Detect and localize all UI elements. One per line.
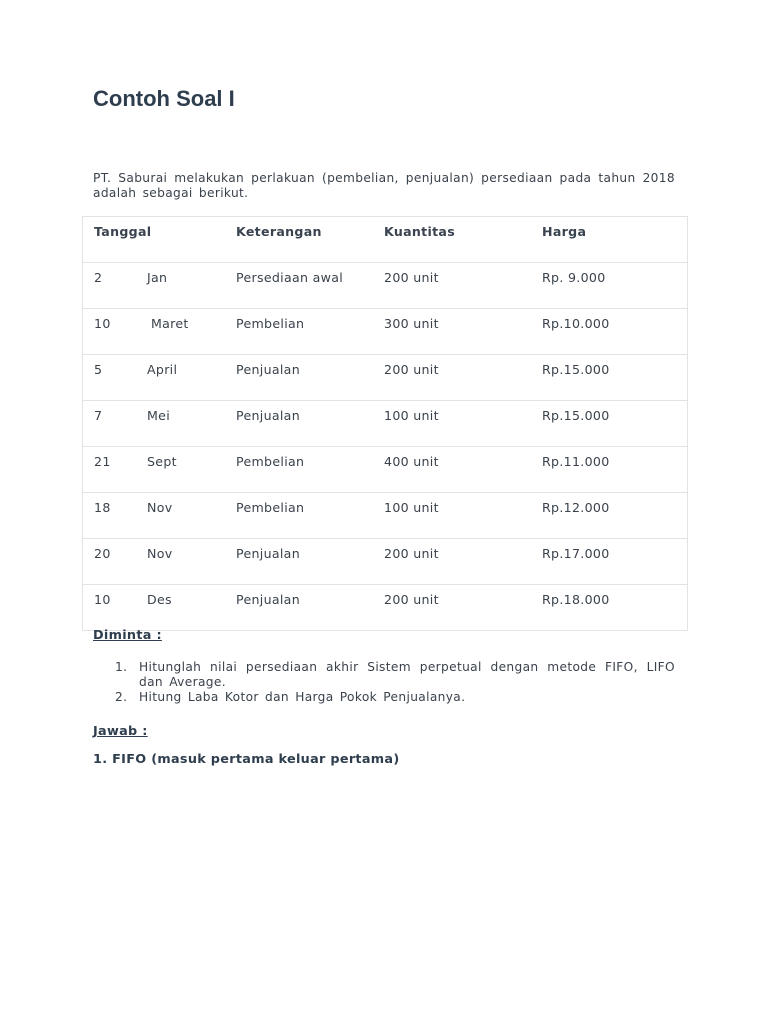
table-row [83,355,688,401]
row-month: Maret [151,316,189,331]
row-day: 7 [94,408,103,423]
row-quantity: 300 unit [384,316,439,331]
row-price: Rp.18.000 [542,592,610,607]
row-day: 21 [94,454,111,469]
row-day: 18 [94,500,111,515]
diminta-label: Diminta : [93,628,162,643]
row-quantity: 200 unit [384,362,439,377]
row-price: Rp.12.000 [542,500,610,515]
row-quantity: 400 unit [384,454,439,469]
row-keterangan: Pembelian [236,316,305,331]
row-month: Nov [147,546,173,561]
row-day: 5 [94,362,103,377]
row-price: Rp. 9.000 [542,270,606,285]
row-keterangan: Penjualan [236,592,300,607]
row-month: Mei [147,408,171,423]
table-row [83,447,688,493]
row-month: Sept [147,454,177,469]
table-row [83,493,688,539]
row-day: 20 [94,546,111,561]
row-month: April [147,362,178,377]
row-day: 10 [94,316,111,331]
header-tanggal: Tanggal [83,217,237,263]
row-keterangan: Penjualan [236,408,300,423]
header-kuantitas: Kuantitas [384,217,542,263]
inventory-table [82,216,688,631]
row-keterangan: Persediaan awal [236,270,344,285]
row-quantity: 100 unit [384,500,439,515]
row-month: Des [147,592,172,607]
row-keterangan: Pembelian [236,500,305,515]
row-month: Nov [147,500,173,515]
table-row [83,401,688,447]
row-day: 2 [94,270,103,285]
row-keterangan: Pembelian [236,454,305,469]
jawab-label: Jawab : [93,724,148,739]
row-quantity: 200 unit [384,270,439,285]
row-quantity: 200 unit [384,546,439,561]
list-item-text: Hitung Laba Kotor dan Harga Pokok Penjualanya. [139,690,466,704]
header-keterangan: Keterangan [236,217,384,263]
row-price: Rp.15.000 [542,362,610,377]
fifo-subheading: 1. FIFO (masuk pertama keluar pertama) [93,752,400,767]
requirements-list [93,660,675,705]
table-row [83,309,688,355]
header-harga: Harga [542,217,688,263]
list-item [93,690,675,705]
row-keterangan: Penjualan [236,546,300,561]
table-header-row [83,217,688,263]
row-price: Rp.15.000 [542,408,610,423]
table-row [83,539,688,585]
intro-paragraph: PT. Saburai melakukan perlakuan (pembelian, penjualan) persediaan pada tahun 2018 adalah sebagai berikut. [93,171,675,200]
row-day: 10 [94,592,111,607]
page-title: Contoh Soal I [93,86,235,111]
list-item-text: Hitunglah nilai persediaan akhir Sistem perpetual dengan metode FIFO, LIFO dan Average. [139,660,675,689]
table-row [83,585,688,631]
list-item [93,660,675,690]
row-quantity: 200 unit [384,592,439,607]
row-price: Rp.10.000 [542,316,610,331]
row-quantity: 100 unit [384,408,439,423]
list-item-number: 2. [115,690,128,704]
table-row [83,263,688,309]
row-price: Rp.11.000 [542,454,610,469]
list-item-number: 1. [115,660,128,674]
row-month: Jan [147,270,168,285]
row-keterangan: Penjualan [236,362,300,377]
row-price: Rp.17.000 [542,546,610,561]
